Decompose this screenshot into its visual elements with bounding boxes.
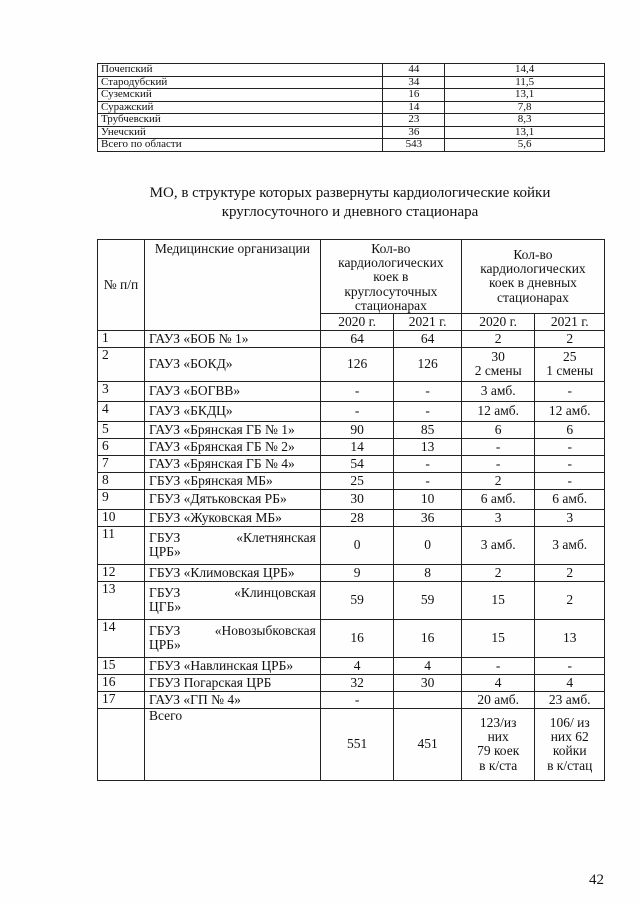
- header-year: 2020 г.: [320, 313, 394, 330]
- cell-value: 25: [320, 472, 394, 489]
- cell-value: 13: [394, 438, 461, 455]
- cell-value: 10: [394, 489, 461, 509]
- cell-line: 25: [562, 349, 577, 365]
- cell-value: 20 амб.: [461, 691, 535, 708]
- cell-value: 126: [394, 347, 461, 381]
- cell-line: 123/из: [479, 715, 517, 731]
- table-row: [98, 438, 605, 455]
- table-row: [98, 691, 605, 708]
- cell-value: 14: [320, 438, 394, 455]
- cell-line: 2 смены: [474, 363, 522, 379]
- org-name-line: ГБУЗ «Новозыбковская: [149, 623, 316, 639]
- header-round-clock: Кол-во кардиологических коек в круглосуточных стационарах: [320, 240, 461, 314]
- org-name-line: ЦРБ»: [149, 544, 181, 560]
- cell-value: 2: [461, 472, 535, 489]
- org-name: ГАУЗ «БОБ № 1»: [145, 330, 321, 347]
- cell-line: 1 смены: [546, 363, 594, 379]
- row-number: 2: [98, 347, 145, 381]
- district-name: Трубчевский: [98, 114, 383, 127]
- cell-value: 13: [535, 619, 605, 657]
- org-name: ГБУЗ «Дятьковская РБ»: [145, 489, 321, 509]
- cell-value: 2: [535, 581, 605, 619]
- cell-value: 6 амб.: [535, 489, 605, 509]
- row-number: 17: [98, 691, 145, 708]
- table-row: [98, 126, 605, 139]
- cell-line: 106/ из: [549, 715, 590, 731]
- cell-value: [461, 347, 535, 381]
- rate-value: 5,6: [445, 139, 605, 152]
- table-row: [98, 401, 605, 421]
- row-number: 3: [98, 381, 145, 401]
- table-row: [98, 114, 605, 127]
- org-name: ГАУЗ «ГП № 4»: [145, 691, 321, 708]
- cell-value: 3 амб.: [461, 526, 535, 564]
- cell-value: [535, 708, 605, 780]
- table-row: [98, 509, 605, 526]
- table-row: [98, 619, 605, 657]
- district-name: Стародубский: [98, 76, 383, 89]
- cell-value: 4: [461, 674, 535, 691]
- org-name: ГБУЗ «Навлинская ЦРБ»: [145, 657, 321, 674]
- org-name: ГАУЗ «БОГВВ»: [145, 381, 321, 401]
- cell-value: 64: [394, 330, 461, 347]
- cell-line: 79 коек: [477, 743, 520, 759]
- cell-value: [461, 708, 535, 780]
- cell-value: 16: [320, 619, 394, 657]
- cell-value: -: [320, 381, 394, 401]
- cell-value: 0: [320, 526, 394, 564]
- cell-line: в к/ста: [479, 757, 518, 773]
- row-number: 15: [98, 657, 145, 674]
- table-row: [98, 489, 605, 509]
- table-row: [98, 421, 605, 438]
- cell-value: 12 амб.: [461, 401, 535, 421]
- org-name: ГАУЗ «БКДЦ»: [145, 401, 321, 421]
- cell-value: -: [461, 438, 535, 455]
- cell-value: 451: [394, 708, 461, 780]
- cell-value: 90: [320, 421, 394, 438]
- cell-value: 4: [394, 657, 461, 674]
- heading-line: МО, в структуре которых развернуты кардиологические койки: [149, 185, 551, 201]
- table-row: [98, 64, 605, 77]
- cardiology-beds-table: [97, 239, 605, 781]
- header-day: Кол-во кардиологических коек в дневных стационарах: [461, 240, 604, 314]
- total-label: Всего: [145, 708, 321, 780]
- table-row: [98, 101, 605, 114]
- cell-value: 36: [394, 509, 461, 526]
- cell-value: 64: [320, 330, 394, 347]
- org-name: [145, 619, 321, 657]
- cell-value: 15: [461, 619, 535, 657]
- cell-value: -: [461, 657, 535, 674]
- row-number: 11: [98, 526, 145, 564]
- cell-value: -: [535, 438, 605, 455]
- cell-value: -: [320, 691, 394, 708]
- org-name: [145, 526, 321, 564]
- cell-value: -: [394, 472, 461, 489]
- org-name: ГБУЗ «Климовская ЦРБ»: [145, 564, 321, 581]
- org-name: ГБУЗ «Брянская МБ»: [145, 472, 321, 489]
- rate-value: 7,8: [445, 101, 605, 114]
- cell-value: 85: [394, 421, 461, 438]
- row-number: 13: [98, 581, 145, 619]
- row-number: 16: [98, 674, 145, 691]
- district-name: Всего по области: [98, 139, 383, 152]
- beds-count: 34: [383, 76, 445, 89]
- row-number: 12: [98, 564, 145, 581]
- table-row: [98, 472, 605, 489]
- table-row: [98, 564, 605, 581]
- row-number: 5: [98, 421, 145, 438]
- org-name: [145, 581, 321, 619]
- cell-value: 28: [320, 509, 394, 526]
- table-row: [98, 526, 605, 564]
- cell-value: [394, 691, 461, 708]
- cell-line: койки: [552, 743, 587, 759]
- table-row: [98, 581, 605, 619]
- district-name: Почепский: [98, 64, 383, 77]
- cell-line: них: [487, 729, 509, 745]
- table-row-total: [98, 139, 605, 152]
- cell-value: 54: [320, 455, 394, 472]
- org-name: ГАУЗ «БОКД»: [145, 347, 321, 381]
- cell-value: 6 амб.: [461, 489, 535, 509]
- rate-value: 13,1: [445, 126, 605, 139]
- org-name: ГАУЗ «Брянская ГБ № 4»: [145, 455, 321, 472]
- cell-line: 30: [491, 349, 505, 365]
- header-year: 2021 г.: [394, 313, 461, 330]
- district-beds-table: [97, 63, 605, 152]
- heading-line: круглосуточного и дневного стационара: [221, 204, 479, 220]
- row-number: 9: [98, 489, 145, 509]
- cell-value: 4: [535, 674, 605, 691]
- row-number: [98, 708, 145, 780]
- row-number: 8: [98, 472, 145, 489]
- district-name: Суражский: [98, 101, 383, 114]
- table-row: [98, 347, 605, 381]
- beds-count: 14: [383, 101, 445, 114]
- district-name: Унечский: [98, 126, 383, 139]
- cell-value: 12 амб.: [535, 401, 605, 421]
- cell-value: [535, 347, 605, 381]
- table-row: [98, 89, 605, 102]
- cell-value: -: [320, 401, 394, 421]
- cell-value: 3 амб.: [461, 381, 535, 401]
- cell-value: 2: [461, 330, 535, 347]
- header-num: № п/п: [98, 240, 145, 331]
- cell-value: -: [535, 657, 605, 674]
- cell-value: -: [535, 455, 605, 472]
- table-row: [98, 381, 605, 401]
- page-number: 42: [589, 872, 604, 888]
- cell-value: 0: [394, 526, 461, 564]
- row-number: 6: [98, 438, 145, 455]
- org-name-line: ЦГБ»: [149, 599, 182, 615]
- cell-line: них 62: [550, 729, 589, 745]
- cell-value: 551: [320, 708, 394, 780]
- beds-count: 44: [383, 64, 445, 77]
- cell-value: 16: [394, 619, 461, 657]
- cell-value: 30: [394, 674, 461, 691]
- cell-line: в к/стац: [547, 757, 593, 773]
- header-org: Медицинские организации: [145, 240, 321, 331]
- org-name-line: ГБУЗ «Клинцовская: [149, 585, 316, 601]
- cell-value: 32: [320, 674, 394, 691]
- beds-count: 23: [383, 114, 445, 127]
- table-row-total: [98, 708, 605, 780]
- cell-value: -: [394, 381, 461, 401]
- cell-value: -: [394, 401, 461, 421]
- header-year: 2021 г.: [535, 313, 605, 330]
- cell-value: 4: [320, 657, 394, 674]
- cell-value: -: [535, 381, 605, 401]
- cell-value: 30: [320, 489, 394, 509]
- beds-count: 16: [383, 89, 445, 102]
- cell-value: -: [461, 455, 535, 472]
- row-number: 1: [98, 330, 145, 347]
- cell-value: 59: [320, 581, 394, 619]
- cell-value: 6: [535, 421, 605, 438]
- row-number: 4: [98, 401, 145, 421]
- header-year: 2020 г.: [461, 313, 535, 330]
- org-name: ГАУЗ «Брянская ГБ № 1»: [145, 421, 321, 438]
- cell-value: -: [394, 455, 461, 472]
- cell-value: 8: [394, 564, 461, 581]
- cell-value: -: [535, 472, 605, 489]
- row-number: 14: [98, 619, 145, 657]
- row-number: 10: [98, 509, 145, 526]
- cell-value: 59: [394, 581, 461, 619]
- rate-value: 8,3: [445, 114, 605, 127]
- beds-count: 36: [383, 126, 445, 139]
- org-name: ГБУЗ «Жуковская МБ»: [145, 509, 321, 526]
- org-name: ГАУЗ «Брянская ГБ № 2»: [145, 438, 321, 455]
- org-name-line: ГБУЗ «Клетнянская: [149, 530, 316, 546]
- table-row: [98, 657, 605, 674]
- rate-value: 11,5: [445, 76, 605, 89]
- org-name-line: ЦРБ»: [149, 637, 181, 653]
- cell-value: 6: [461, 421, 535, 438]
- table-row: [98, 76, 605, 89]
- rate-value: 13,1: [445, 89, 605, 102]
- cell-value: 9: [320, 564, 394, 581]
- cell-value: 3 амб.: [535, 526, 605, 564]
- cell-value: 2: [535, 330, 605, 347]
- header-row: [98, 240, 605, 314]
- cell-value: 3: [535, 509, 605, 526]
- cell-value: 126: [320, 347, 394, 381]
- table-row: [98, 330, 605, 347]
- cell-value: 15: [461, 581, 535, 619]
- cell-value: 23 амб.: [535, 691, 605, 708]
- table-row: [98, 455, 605, 472]
- rate-value: 14,4: [445, 64, 605, 77]
- district-name: Суземский: [98, 89, 383, 102]
- row-number: 7: [98, 455, 145, 472]
- cell-value: 2: [461, 564, 535, 581]
- cell-value: 3: [461, 509, 535, 526]
- cell-value: 2: [535, 564, 605, 581]
- section-heading: [100, 184, 600, 222]
- beds-count: 543: [383, 139, 445, 152]
- table-row: [98, 674, 605, 691]
- org-name: ГБУЗ Погарская ЦРБ: [145, 674, 321, 691]
